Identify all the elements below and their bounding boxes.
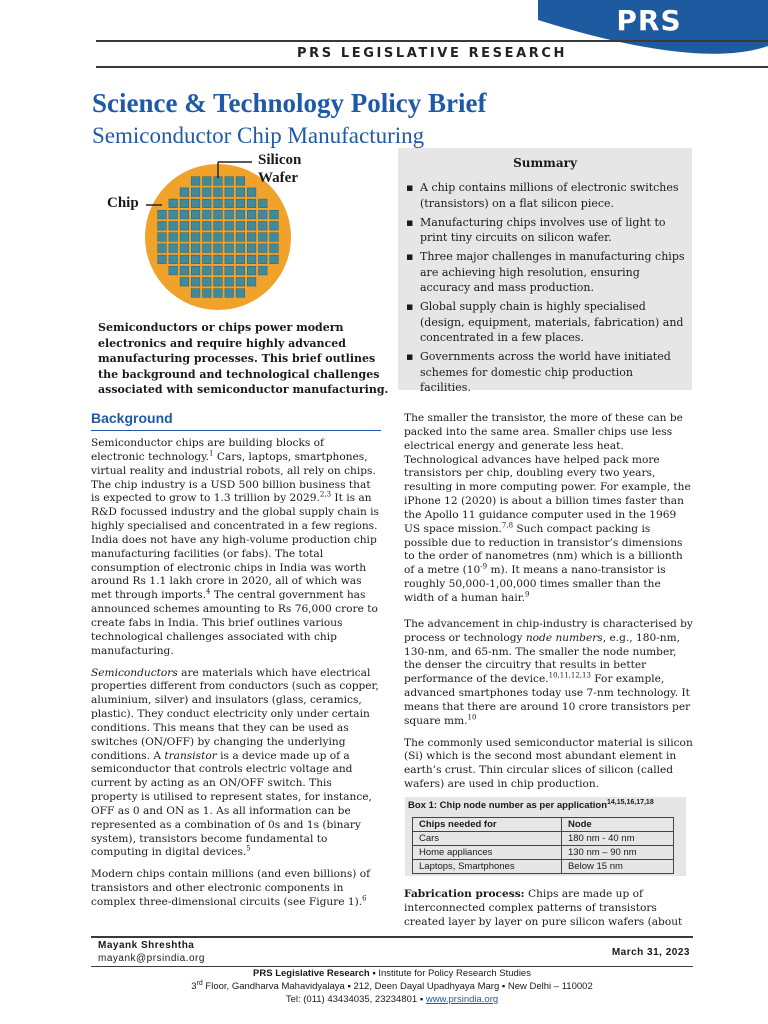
wafer-die [203,278,212,287]
wafer-die [236,266,245,275]
footer-address-line: 3rd Floor, Gandharva Mahavidyalaya ▪ 212, Deen Dayal Upadhyaya Marg ▪ New Delhi – 110002 [191,979,593,992]
wafer-die [203,188,212,197]
wafer-die [203,244,212,253]
wafer-die [203,177,212,186]
background-paragraph-1: Semiconductor chips are building blocks of electronic technology.$^1$ Cars, laptops, smartphones, virtual reality and industrial robots, all rely on chips. The chip industry is a USD 500 billion business that is expected to grow to 1.3 trillion by 2029.$^{2,3}$ It is an R&D focussed industry and the global supply chain is highly specialised and concentrated in a few regions. India does not have any high-volume production chip manufacturing facilities (or fabs). The total consumption of electronic chips in India was worth around Rs 1.1 lakh crore in 2020, all of which was met through imports.$^4$ The central government has announced schemes amounting to Rs 76,000 crore to create fabs in India. This brief outlines various technological challenges associated with chip manufacturing. [91,437,379,657]
wafer-die [203,199,212,208]
table-cell: 130 nm – 90 nm [561,845,673,859]
wafer-die [236,289,245,298]
wafer-die [180,222,189,231]
background-paragraph-2: Semiconductors are materials which have electrical properties different from conductors (such as copper, aluminium, silver) and insulators (glass, ceramics, plastic). They conduct electricity only under certain conditions. This means that they can be used as switches (ON/OFF) by changing the underlying conditions. A transistor is a device made up of a semiconductor that controls electric voltage and current by acting as an ON/OFF switch. This property is utilised to represent states, for instance, OFF as 0 and ON as 1. As all information can be represented as a combination of 0s and 1s (binary system), transistors become fundamental to computing in digital devices.$^5$ [91,666,379,859]
wafer-die [259,210,268,219]
table-cell: Home appliances [413,845,562,859]
wafer-die [247,266,256,275]
wafer-die [191,289,200,298]
wafer-die [247,255,256,264]
wafer-die [169,233,178,242]
table-header-cell: Node [561,817,673,831]
wafer-die [158,255,167,264]
header-org-name: PRS LEGISLATIVE RESEARCH [297,46,567,61]
prs-logo-text: PRS [616,4,682,37]
wafer-die [270,210,279,219]
wafer-die [203,222,212,231]
right-paragraph-4: Fabrication process: Chips are made up of interconnected complex patterns of transistors created layer by layer on pure silicon wafers (about [404,887,683,928]
wafer-die [225,222,234,231]
wafer-die [214,244,223,253]
wafer-die [259,266,268,275]
publication-date: March 31, 2023 [611,947,690,958]
wafer-die [169,255,178,264]
wafer-die [247,210,256,219]
wafer-die [169,266,178,275]
wafer-die [225,188,234,197]
wafer-die [225,266,234,275]
wafer-die [247,188,256,197]
wafer-die [180,233,189,242]
wafer-die [270,222,279,231]
summary-box [398,148,692,394]
wafer-die [191,266,200,275]
wafer-die [214,188,223,197]
wafer-die [191,199,200,208]
right-paragraph-2: The advancement in chip-industry is characterised by process or technology node numbers, e.g., 180-nm, 130-nm, and 65-nm. The smaller the node number, the denser the circuitry that results in better performance of the device.$^{10,11,12,13}$ For example, advanced smartphones today use 7-nm technology. It means that there are around 10 crore transistors per square mm.$^{10}$ [404,617,693,727]
wafer-die [270,255,279,264]
header-rule-bottom [96,66,768,68]
table-cell: Below 15 nm [561,859,673,873]
footer-org-line: PRS Legislative Research ▪ Institute for Policy Research Studies [253,968,531,979]
wafer-die [203,210,212,219]
table-cell: Cars [413,831,562,845]
wafer-die [225,233,234,242]
box-1-title: Box 1: Chip node number as per application$^{14,15,16,17,18}$ [408,798,654,811]
wafer-die [180,278,189,287]
header-rule-top [96,40,768,42]
wafer-die [225,278,234,287]
wafer-die [203,266,212,275]
wafer-die [225,289,234,298]
table-header-row [413,817,674,831]
table-row [413,831,674,845]
wafer-die [214,222,223,231]
node-table [412,817,674,874]
wafer-die [247,233,256,242]
wafer-die [270,233,279,242]
wafer-die [214,255,223,264]
wafer-die [259,222,268,231]
wafer-die [236,210,245,219]
wafer-die [236,233,245,242]
wafer-die [225,210,234,219]
wafer-die [180,244,189,253]
wafer-die [225,255,234,264]
right-paragraph-3: The commonly used semiconductor material is silicon (Si) which is the second most abundant element in earth’s crust. Thin circular slices of silicon (called wafers) are used in chip production. [404,736,693,791]
summary-list [406,180,686,399]
wafer-die [191,210,200,219]
author-email[interactable]: mayank@prsindia.org [98,953,205,964]
wafer-die [158,222,167,231]
summary-item: ▪ Manufacturing chips involves use of light to print tiny circuits on silicon wafer. [406,215,686,246]
wafer-die [191,278,200,287]
right-paragraph-1: The smaller the transistor, the more of these can be packed into the same area. Smaller chips use less electrical energy and generate less heat. Technological advances have helped pack more transistors per chip, doubling every two years, resulting in more computing power. For example, the iPhone 12 (2020) is about a billion times faster than the Apollo 11 guidance computer used in the 1969 US space mission.$^{7,8}$ Such compact packing is possible due to reduction in transistor’s dimensions to the order of nanometres (nm) which is a billionth of a metre ($10^{-9}$ m). It means a nano-transistor is roughly 50,000-1,00,000 times smaller than the width of a human hair.$^9$ [404,412,691,604]
wafer-die [158,233,167,242]
wafer-die [214,210,223,219]
wafer-die [259,255,268,264]
wafer-die [158,244,167,253]
wafer-die [169,222,178,231]
table-cell: Laptops, Smartphones [413,859,562,873]
summary-heading: Summary [513,156,577,170]
wafer-die [236,177,245,186]
wafer-die [169,210,178,219]
wafer-die [236,255,245,264]
wafer-die [191,244,200,253]
summary-item: ▪ Three major challenges in manufacturing chips are achieving high resolution, ensuring accuracy and mass production. [406,249,686,296]
summary-item: ▪ A chip contains millions of electronic switches (transistors) on a flat silicon piece. [406,180,686,211]
page-subtitle: Semiconductor Chip Manufacturing [92,123,425,148]
wafer-die [259,233,268,242]
footer-rule-top [91,936,693,938]
wafer-die [225,244,234,253]
wafer-die [169,244,178,253]
label-silicon: Silicon [258,152,302,168]
wafer-die [247,244,256,253]
website-link[interactable]: www.prsindia.org [425,994,499,1005]
wafer-die [180,255,189,264]
wafer-die [247,278,256,287]
background-paragraph-3: Modern chips contain millions (and even billions) of transistors and other electronic components in complex three-dimensional circuits (see Figure 1).$^6$ [91,868,371,908]
wafer-die [259,244,268,253]
background-heading: Background [91,410,173,426]
author-name: Mayank Shreshtha [98,940,195,951]
table-cell: 180 nm - 40 nm [561,831,673,845]
table-row [413,845,674,859]
label-wafer: Wafer [258,170,298,186]
wafer-die [225,177,234,186]
wafer-die [236,278,245,287]
wafer-die [247,222,256,231]
right-column [404,412,694,937]
wafer-die [203,289,212,298]
table-header-cell: Chips needed for [413,817,562,831]
label-chip: Chip [107,195,139,211]
wafer-die [191,222,200,231]
wafer-die [191,233,200,242]
wafer-die [214,289,223,298]
wafer-die [191,188,200,197]
table-row [413,859,674,873]
page-title: Science & Technology Policy Brief [92,88,487,118]
wafer-die [169,199,178,208]
wafer-die [180,199,189,208]
wafer-die [270,244,279,253]
wafer-die [214,278,223,287]
wafer-die [180,210,189,219]
footer-contact-line: Tel: (011) 43434035, 23234801 ▪ www.prsindia.org [285,994,499,1005]
wafer-die [236,199,245,208]
wafer-die [214,266,223,275]
wafer-die [236,188,245,197]
summary-item: ▪ Global supply chain is highly specialised (design, equipment, materials, fabrication) and concentrated in a few places. [406,299,686,346]
wafer-die [203,255,212,264]
wafer-die [191,177,200,186]
wafer-die [247,199,256,208]
wafer-die [191,255,200,264]
wafer-die [180,266,189,275]
left-column [91,410,381,918]
wafer-die [203,233,212,242]
wafer-die [236,222,245,231]
wafer-die [236,244,245,253]
intro-text: Semiconductors or chips power modern electronics and require highly advanced manufacturing processes. This brief outlines the background and technological challenges associated with semiconductor manufacturing. [98,321,389,396]
wafer-die [214,233,223,242]
wafer-die [158,210,167,219]
footer-rule-bottom [91,966,693,967]
wafer-die [214,199,223,208]
wafer-die [259,199,268,208]
background-rule [91,430,381,431]
wafer-die [180,188,189,197]
summary-item: ▪ Governments across the world have initiated schemes for domestic chip production facilities. [406,349,686,396]
wafer-die [225,199,234,208]
